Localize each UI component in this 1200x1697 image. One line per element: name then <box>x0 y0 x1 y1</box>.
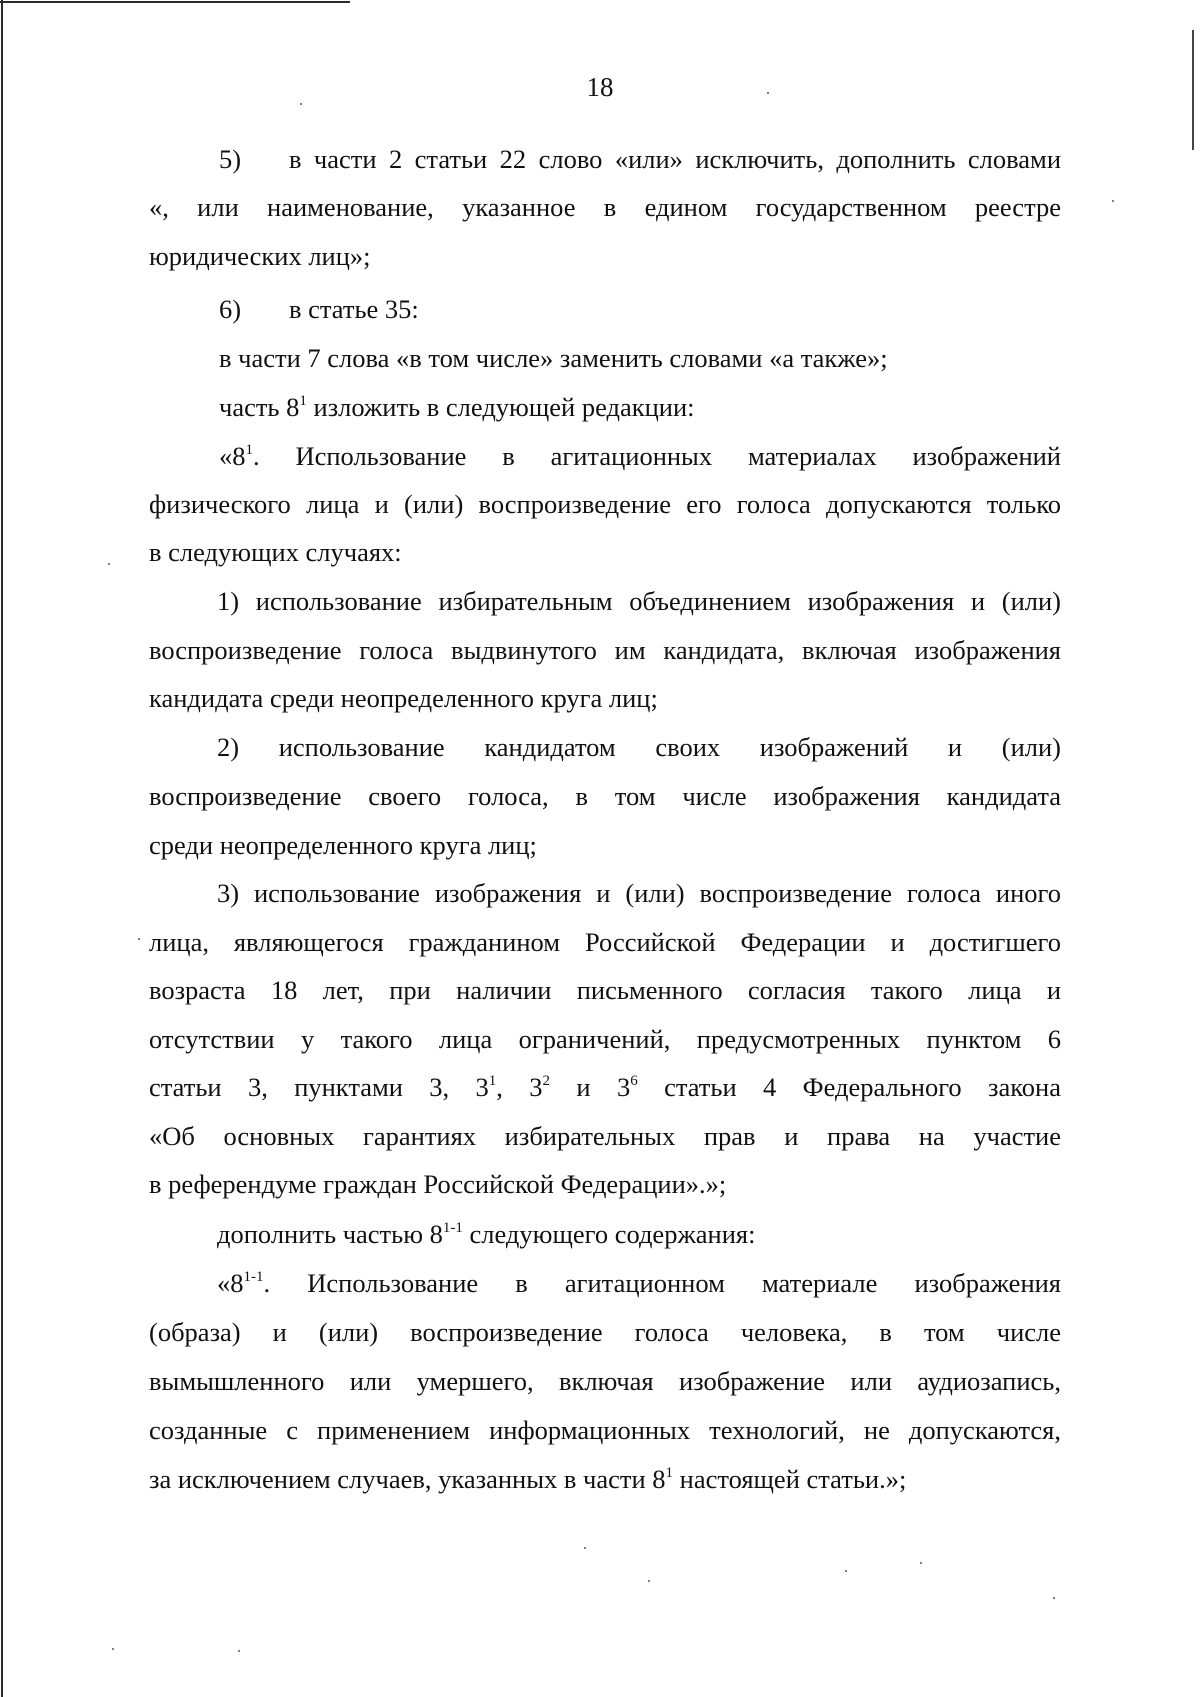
item-number: 6) <box>219 294 242 324</box>
text-line: часть $8^1$ изложить в следующей редакции: <box>219 392 695 422</box>
text-line: вымышленного или умершего, включая изображение или аудиозапись, <box>149 1366 1061 1396</box>
text-line: юридических лиц»; <box>149 241 371 271</box>
text-line: физического лица и (или) воспроизведение его голоса допускаются только <box>149 489 1061 519</box>
scan-edge-top <box>0 1 350 3</box>
text-line: среди неопределенного круга лиц; <box>149 830 537 860</box>
scan-speck <box>1053 1597 1055 1599</box>
text-line: 2) использование кандидатом своих изображений и (или) <box>217 732 1061 762</box>
scan-speck <box>1112 200 1114 202</box>
scan-speck <box>112 1648 114 1650</box>
scan-speck <box>648 1580 650 1582</box>
text-line: за исключением случаев, указанных в части $8^1$ настоящей статьи.»; <box>149 1464 907 1494</box>
scan-speck <box>138 938 140 940</box>
text-line: 1) использование избирательным объединением изображения и (или) <box>217 586 1061 616</box>
scan-speck <box>108 563 110 565</box>
scan-speck <box>238 1650 240 1652</box>
page-number: 18 <box>586 72 614 102</box>
text-line: «8$^{1-1}$. Использование в агитационном материале изображения <box>217 1268 1061 1298</box>
text-line: «$8^1$. Использование в агитационных материалах изображений <box>219 441 1061 471</box>
text-line: «, или наименование, указанное в едином государственном реестре <box>149 192 1061 222</box>
item-6-line <box>219 292 1061 326</box>
text-line: лица, являющегося гражданином Российской Федерации и достигшего <box>149 927 1061 957</box>
text-line: кандидата среди неопределенного круга лиц; <box>149 683 658 713</box>
text-line: 3) использование изображения и (или) воспроизведение голоса иного <box>217 878 1061 908</box>
item-text: в части 2 статьи 22 слово «или» исключить, дополнить словами <box>289 144 1061 174</box>
item-text: в статье 35: <box>289 294 419 324</box>
text-line: созданные с применением информационных технологий, не допускаются, <box>149 1415 1061 1445</box>
scan-speck <box>920 1562 922 1564</box>
text-line: (образа) и (или) воспроизведение голоса человека, в том числе <box>149 1317 1061 1347</box>
scan-speck <box>584 1547 586 1549</box>
text-line: возраста 18 лет, при наличии письменного согласия такого лица и <box>149 975 1061 1005</box>
text-line: дополнить частью 8$^{1-1}$ следующего содержания: <box>217 1219 756 1249</box>
text-line: воспроизведение голоса выдвинутого им кандидата, включая изображения <box>149 635 1061 665</box>
text-line: воспроизведение своего голоса, в том числе изображения кандидата <box>149 781 1061 811</box>
text-line: в референдуме граждан Российской Федерации».»; <box>149 1169 727 1199</box>
item-number: 5) <box>219 144 242 174</box>
text-line: отсутствии у такого лица ограничений, предусмотренных пунктом 6 <box>149 1024 1061 1054</box>
text-line: статьи 3, пунктами 3, $3^1$, $3^2$ и $3^6$ статьи 4 Федерального закона <box>149 1072 1061 1102</box>
item-5-line <box>219 142 1061 176</box>
scan-edge-left <box>1 0 3 1697</box>
scan-speck <box>845 1570 847 1572</box>
text-line: «Об основных гарантиях избирательных прав и права на участие <box>149 1121 1061 1151</box>
text-line: в следующих случаях: <box>149 537 402 567</box>
text-line: в части 7 слова «в том числе» заменить словами «а также»; <box>219 343 888 373</box>
